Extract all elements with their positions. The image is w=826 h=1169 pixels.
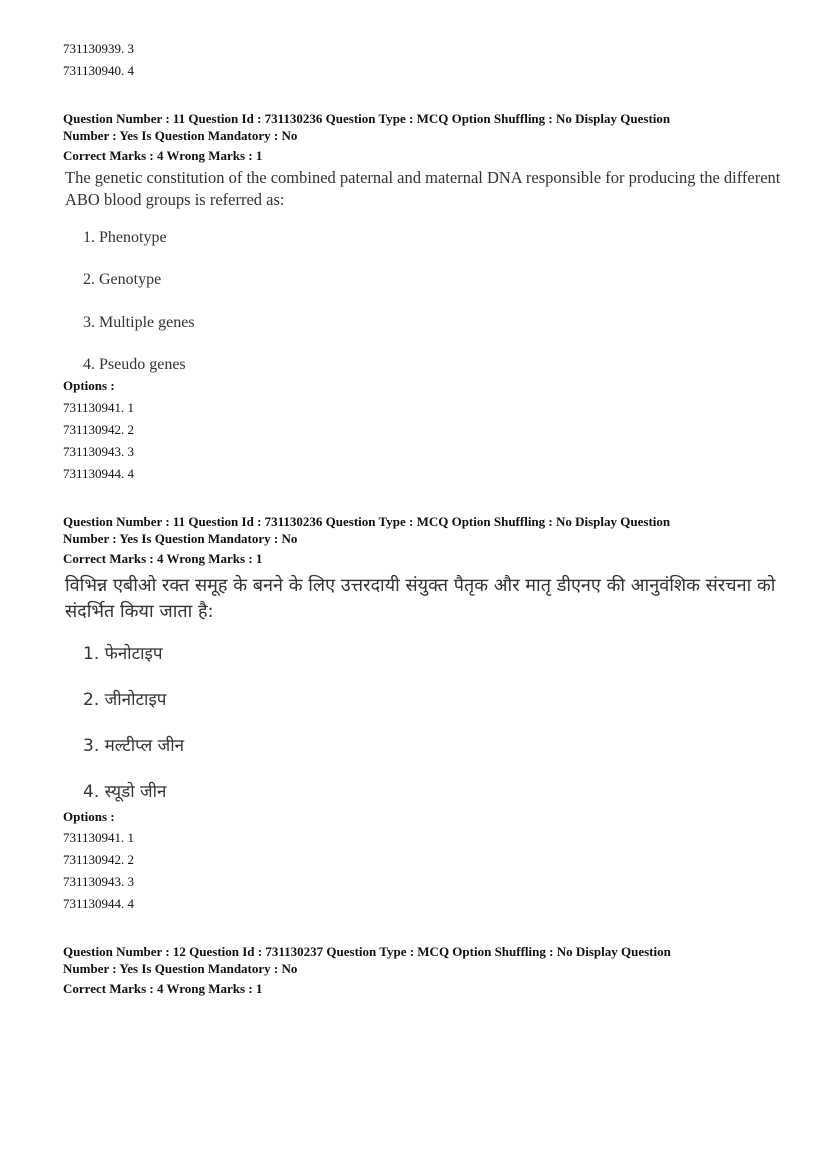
question-meta-line: Number : Yes Is Question Mandatory : No bbox=[63, 128, 298, 143]
answer-choice: 2. जीनोटाइप bbox=[83, 690, 167, 710]
option-id-line: 731130944. 4 bbox=[63, 466, 135, 481]
option-id-line: 731130940. 4 bbox=[63, 63, 135, 78]
question-text: विभिन्न एबीओ रक्त समूह के बनने के लिए उत्तरदायी संयुक्त पैतृक और मातृ डीएनए की आनुवंशिक संरचना को संदर्भित किया जाता है: bbox=[65, 575, 776, 622]
answer-choice: 4. Pseudo genes bbox=[83, 356, 186, 373]
question-meta-line: Question Number : 12 Question Id : 731130237 Question Type : MCQ Option Shuffling : No Display Question bbox=[63, 944, 671, 959]
answer-choice: 1. फेनोटाइप bbox=[83, 644, 163, 664]
question-meta bbox=[63, 110, 763, 164]
answer-choice: 3. Multiple genes bbox=[83, 314, 195, 331]
option-id-line: 731130941. 1 bbox=[63, 400, 135, 415]
question-marks: Correct Marks : 4 Wrong Marks : 1 bbox=[63, 148, 263, 163]
options-label: Options : bbox=[63, 378, 115, 393]
question-text: The genetic constitution of the combined paternal and maternal DNA responsible for producing the different ABO blood groups is referred as: bbox=[65, 168, 781, 209]
options-label: Options : bbox=[63, 809, 115, 824]
question-meta-line: Question Number : 11 Question Id : 731130236 Question Type : MCQ Option Shuffling : No Display Question bbox=[63, 514, 671, 529]
question-marks: Correct Marks : 4 Wrong Marks : 1 bbox=[63, 981, 263, 996]
question-meta bbox=[63, 513, 763, 567]
option-id-line: 731130939. 3 bbox=[63, 41, 135, 56]
answer-choice: 2. Genotype bbox=[83, 271, 162, 288]
option-id-line: 731130944. 4 bbox=[63, 896, 135, 911]
question-meta-line: Number : Yes Is Question Mandatory : No bbox=[63, 531, 298, 546]
option-id-line: 731130942. 2 bbox=[63, 852, 135, 867]
answer-choice: 3. मल्टीप्ल जीन bbox=[83, 736, 185, 756]
answer-choice: 1. Phenotype bbox=[83, 229, 167, 246]
answer-choice: 4. स्यूडो जीन bbox=[83, 782, 167, 802]
option-id-line: 731130942. 2 bbox=[63, 422, 135, 437]
option-id-line: 731130941. 1 bbox=[63, 830, 135, 845]
option-id-line: 731130943. 3 bbox=[63, 874, 135, 889]
option-id-line: 731130943. 3 bbox=[63, 444, 135, 459]
question-meta-line: Question Number : 11 Question Id : 731130236 Question Type : MCQ Option Shuffling : No Display Question bbox=[63, 111, 671, 126]
question-meta bbox=[63, 943, 763, 997]
question-marks: Correct Marks : 4 Wrong Marks : 1 bbox=[63, 551, 263, 566]
question-meta-line: Number : Yes Is Question Mandatory : No bbox=[63, 961, 298, 976]
